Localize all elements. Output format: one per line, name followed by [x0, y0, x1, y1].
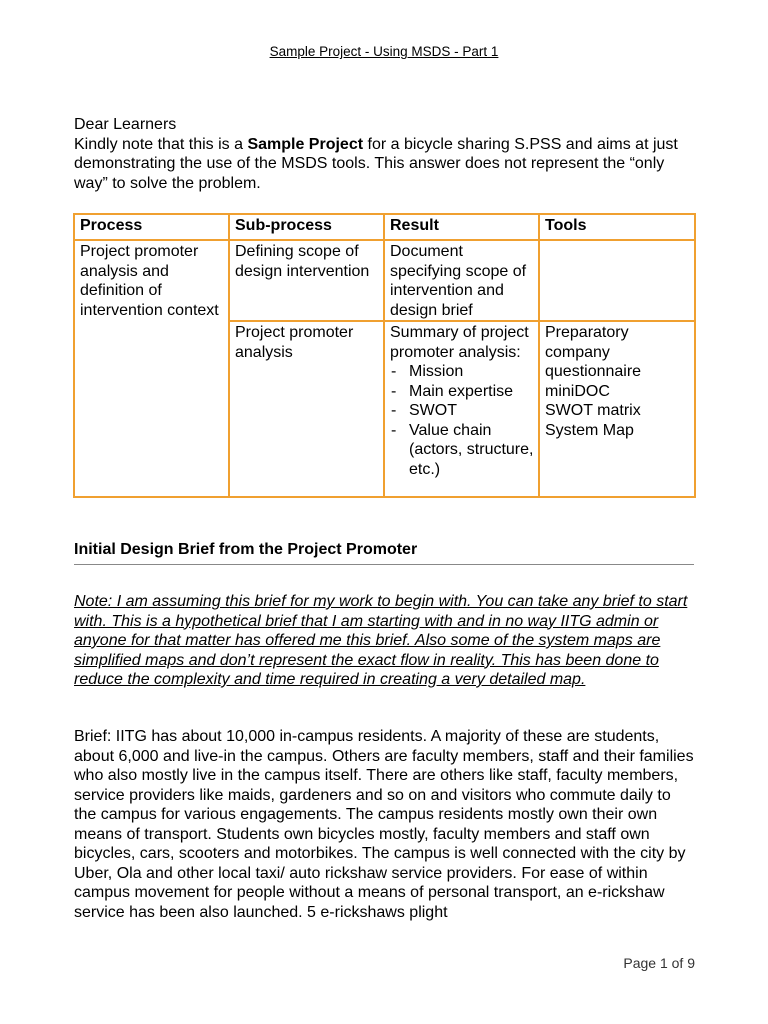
header-result: Result	[384, 214, 539, 240]
intro-text-suffix: for a bicycle sharing S.PSS and aims at just demonstrating the use of the MSDS tools. This answer does not represent the “only way” to solve the problem.	[74, 135, 678, 192]
note-paragraph: Note: I am assuming this brief for my work to begin with. You can take any brief to start with. This is a hypothetical brief that I am starting with and in no way IITG admin or anyone for that matter has offered me this brief. Also some of the system maps are simplified maps and don’t represent the exact flow in reality. This has been done to reduce the complexity and time required in creating a very detailed map.	[74, 593, 688, 688]
greeting: Dear Learners	[74, 116, 177, 133]
section-heading: Initial Design Brief from the Project Promoter	[74, 541, 694, 565]
tool-item: System Map	[545, 421, 634, 439]
list-item: - Mission	[390, 362, 534, 382]
cell-process: Project promoter analysis and definition of intervention context	[74, 240, 229, 497]
page-title: Sample Project - Using MSDS - Part 1	[269, 44, 499, 59]
intro-block	[74, 115, 696, 193]
process-table	[73, 213, 696, 498]
list-item: - Value chain (actors, structure, etc.)	[390, 421, 534, 480]
cell-result: Document specifying scope of intervention and design brief	[384, 240, 539, 321]
intro-text-prefix: Kindly note that this is a	[74, 135, 248, 153]
result-list	[390, 362, 534, 479]
cell-subprocess: Defining scope of design intervention	[229, 240, 384, 321]
tool-item: miniDOC	[545, 382, 610, 400]
cell-tools	[539, 321, 695, 497]
header-tools: Tools	[539, 214, 695, 240]
tool-item: SWOT matrix	[545, 402, 641, 419]
table-header-row	[74, 214, 695, 240]
cell-subprocess: Project promoter analysis	[229, 321, 384, 497]
tool-item: Preparatory company questionnaire	[545, 324, 642, 380]
header-subprocess: Sub-process	[229, 214, 384, 240]
cell-result	[384, 321, 539, 497]
header-process: Process	[74, 214, 229, 240]
list-item: - Main expertise	[390, 382, 534, 402]
intro-text-bold: Sample Project	[247, 135, 364, 153]
cell-tools	[539, 240, 695, 321]
intro-paragraph	[74, 135, 696, 194]
table-row	[74, 240, 695, 321]
brief-paragraph: Brief: IITG has about 10,000 in-campus residents. A majority of these are students, about 6,000 and live-in the campus. Others are faculty members, staff and their families who also mostly live in the campus itself. There are others like staff, faculty members, service providers like maids, gardeners and so on and visitors who commute daily to the campus for various engagements. The campus residents mostly own their own means of transport. Students own bicycles mostly, faculty members and staff own bicycles, cars, scooters and motorbikes. The campus is well connected with the city by Uber, Ola and other local taxi/ auto rickshaw service providers. For ease of within campus movement for people without a means of personal transport, an e-rickshaw service has been also launched. 5 e-rickshaws plight	[74, 728, 694, 921]
result-intro: Summary of project promoter analysis:	[390, 324, 529, 361]
page-number: Page 1 of 9	[623, 955, 695, 971]
list-item: - SWOT	[390, 401, 534, 421]
